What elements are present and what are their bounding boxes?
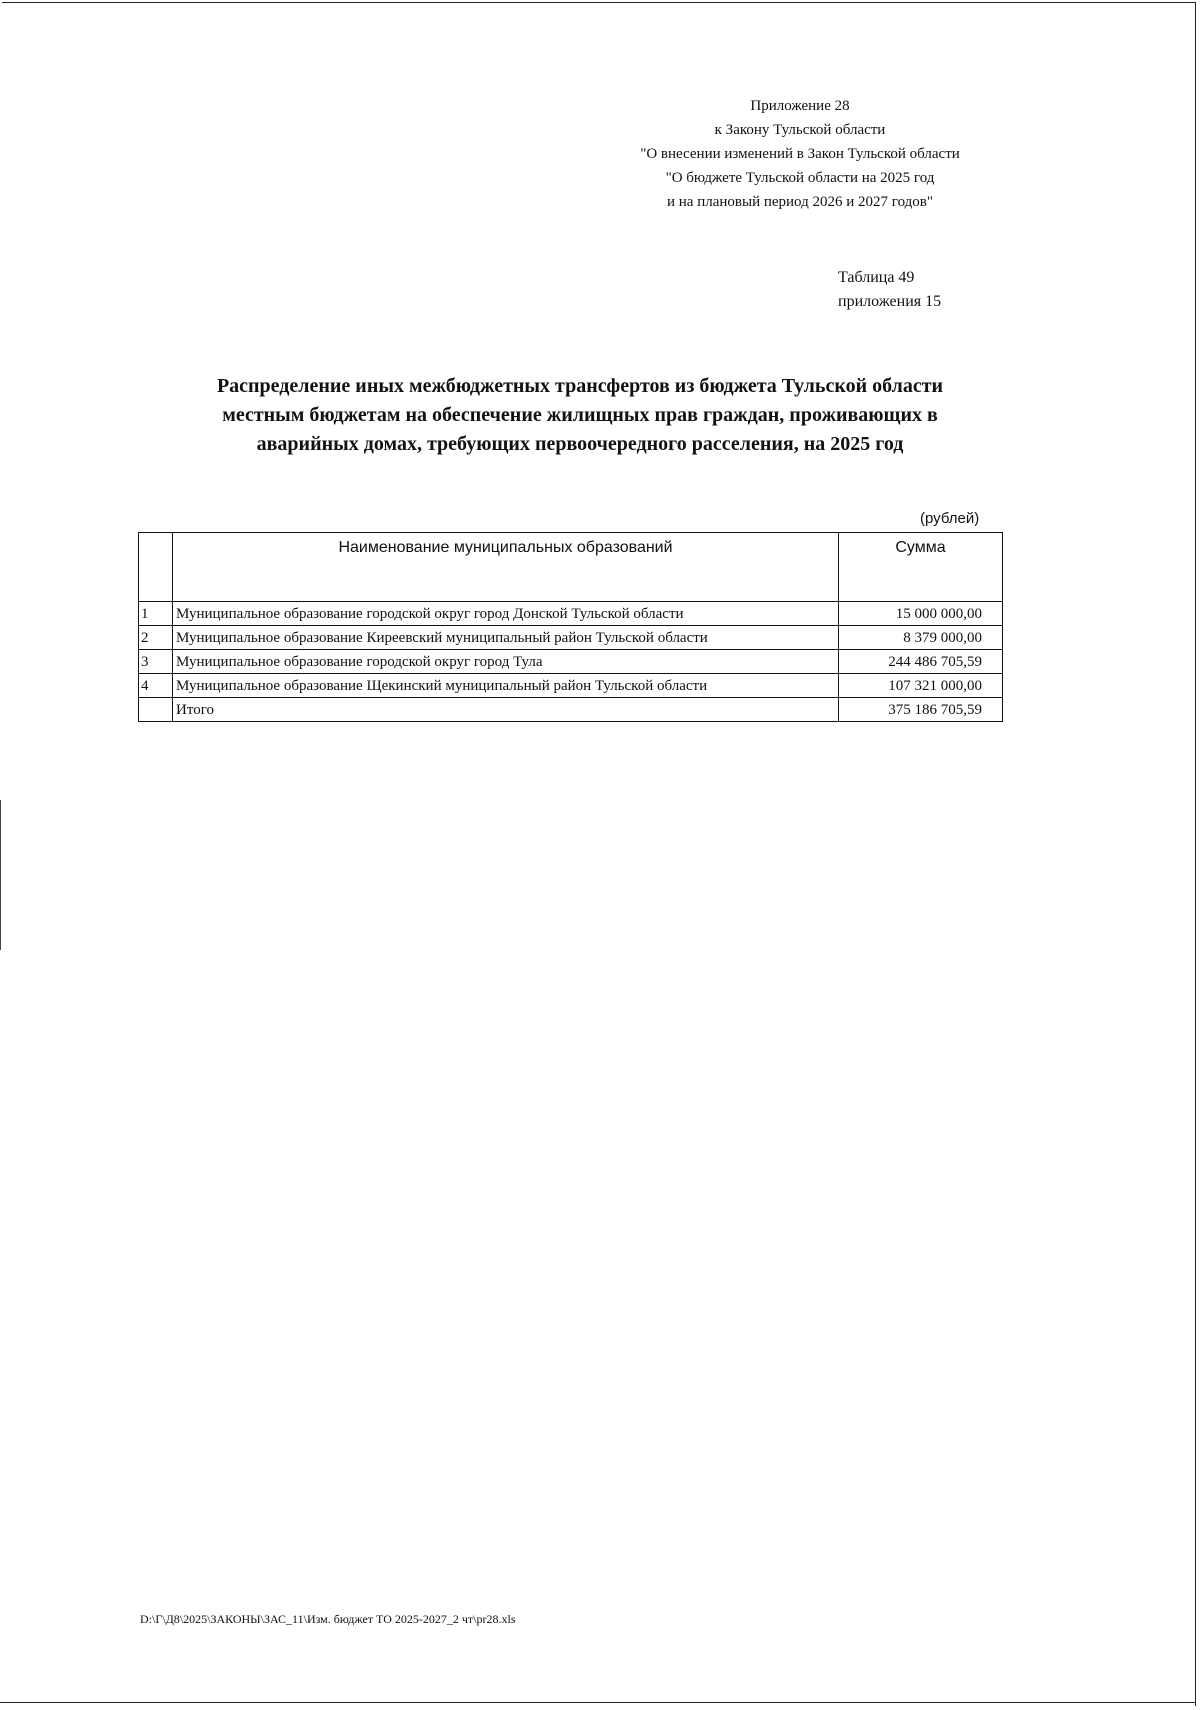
table-header-row (139, 533, 1003, 602)
row-amount: 244 486 705,59 (839, 650, 1003, 674)
total-amount: 375 186 705,59 (839, 698, 1003, 722)
appendix-header (580, 94, 1020, 214)
page-border (2, 2, 1196, 1706)
header-sum: Сумма (839, 533, 1003, 602)
units-label: (рублей) (920, 510, 980, 527)
total-label: Итого (173, 698, 839, 722)
appendix-line: Приложение 28 (750, 98, 850, 114)
header-name: Наименование муниципальных образований (173, 533, 839, 602)
row-number: 3 (139, 650, 173, 674)
row-name: Муниципальное образование городской округ город Тула (173, 650, 839, 674)
table-row (139, 650, 1003, 674)
row-number: 1 (139, 602, 173, 626)
table-row (139, 602, 1003, 626)
table-appendix-number: приложения 15 (838, 293, 942, 310)
appendix-line: "О внесении изменений в Закон Тульской области (640, 146, 960, 162)
file-path-footer: D:\Г\Д8\2025\ЗАКОНЫ\ЗАС_11\Изм. бюджет ТО 2025-2027_2 чт\pr28.xls (140, 1612, 516, 1626)
table-row (139, 626, 1003, 650)
table-number: Таблица 49 (838, 269, 915, 286)
table-reference (838, 266, 941, 314)
distribution-table (138, 532, 1003, 722)
page-bottom-line (0, 1702, 1195, 1703)
table-row (139, 674, 1003, 698)
row-amount: 15 000 000,00 (839, 602, 1003, 626)
row-number: 2 (139, 626, 173, 650)
header-num (139, 533, 173, 602)
appendix-line: и на плановый период 2026 и 2027 годов" (667, 194, 933, 210)
scan-edge-mark (0, 800, 1, 950)
document-title (140, 372, 1020, 459)
row-amount: 107 321 000,00 (839, 674, 1003, 698)
title-line: Распределение иных межбюджетных трансфертов из бюджета Тульской области (216, 375, 944, 397)
row-number: 4 (139, 674, 173, 698)
row-name: Муниципальное образование Киреевский муниципальный район Тульской области (173, 626, 839, 650)
table-total-row (139, 698, 1003, 722)
appendix-line: "О бюджете Тульской области на 2025 год (665, 170, 935, 186)
title-line: местным бюджетам на обеспечение жилищных прав граждан, проживающих в (222, 404, 938, 426)
title-line: аварийных домах, требующих первоочередного расселения, на 2025 год (256, 433, 904, 455)
row-amount: 8 379 000,00 (839, 626, 1003, 650)
row-name: Муниципальное образование Щекинский муниципальный район Тульской области (173, 674, 839, 698)
appendix-line: к Закону Тульской области (714, 122, 886, 138)
row-name: Муниципальное образование городской округ город Донской Тульской области (173, 602, 839, 626)
total-number (139, 698, 173, 722)
